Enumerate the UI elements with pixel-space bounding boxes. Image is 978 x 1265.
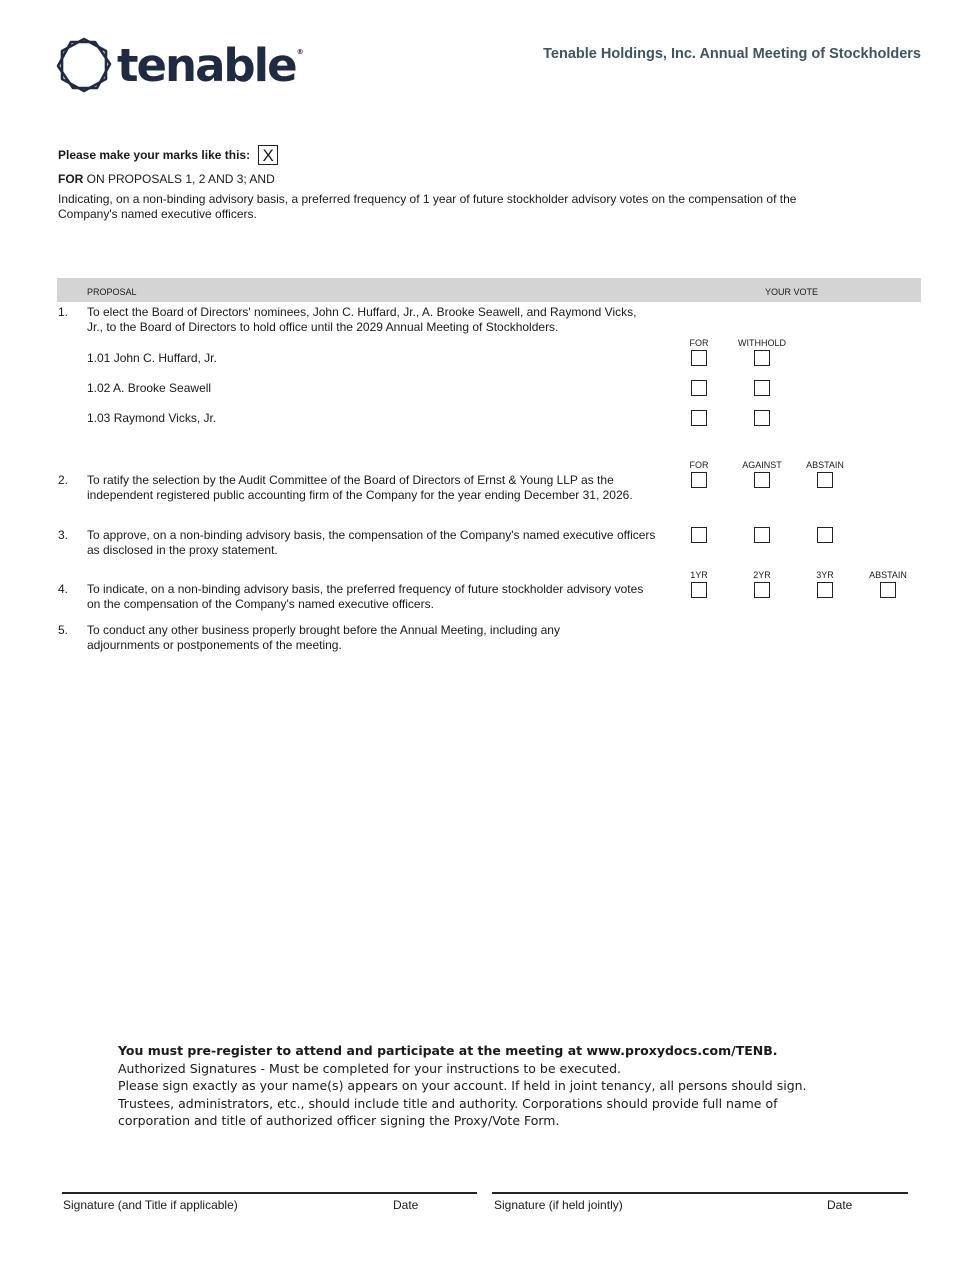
date-1-label: Date: [393, 1198, 419, 1212]
proposal-table-header: [57, 278, 921, 302]
p1-withhold-header: WITHHOLD: [738, 338, 786, 348]
proposal-3-number: 3.: [58, 528, 69, 542]
recommendation-line: [58, 172, 275, 187]
marks-label: Please make your marks like this:: [58, 148, 251, 162]
proposal-3-against-checkbox[interactable]: [754, 527, 770, 543]
signature-1-label: Signature (and Title if applicable): [63, 1198, 238, 1212]
tenable-logo: [55, 36, 302, 94]
p1-for-header: FOR: [689, 338, 709, 348]
authorized-signatures-text: Authorized Signatures - Must be completed for your instructions to be executed.: [118, 1060, 621, 1076]
nominee-1-withhold-checkbox[interactable]: [754, 350, 770, 366]
proposal-4-abstain-checkbox[interactable]: [880, 582, 896, 598]
p4-2yr-header: 2YR: [753, 570, 771, 580]
recommendation-for: FOR: [58, 172, 84, 186]
p2-abstain-header: ABSTAIN: [806, 460, 844, 470]
signature-line-2[interactable]: [492, 1192, 908, 1194]
logo-wordmark: tenable®: [117, 38, 302, 92]
nominee-1-label: 1.01 John C. Huffard, Jr.: [87, 351, 217, 365]
p4-3yr-header: 3YR: [816, 570, 834, 580]
proposal-3-text: To approve, on a non-binding advisory basis, the compensation of the Company's named executive officers as disclosed in the proxy statement.: [87, 528, 656, 557]
nominee-3-label: 1.03 Raymond Vicks, Jr.: [87, 411, 217, 425]
nominee-3-withhold-checkbox[interactable]: [754, 410, 770, 426]
sample-mark: X: [262, 145, 274, 165]
p4-1yr-header: 1YR: [690, 570, 708, 580]
proposal-4-3yr-checkbox[interactable]: [817, 582, 833, 598]
proposal-4-number: 4.: [58, 582, 69, 596]
nominee-2-withhold-checkbox[interactable]: [754, 380, 770, 396]
proposal-column-header: PROPOSAL: [87, 287, 137, 297]
proposal-1-text: To elect the Board of Directors' nominees, John C. Huffard, Jr., A. Brooke Seawell, and Raymond Vicks, Jr., to the Board of Directors to hold office until the 2029 Annual Meeting of Stockholders.: [87, 305, 637, 334]
nominee-3-for-checkbox[interactable]: [691, 410, 707, 426]
your-vote-column-header: YOUR VOTE: [765, 287, 819, 297]
proposal-2-text: To ratify the selection by the Audit Committee of the Board of Directors of Ernst & Young LLP as the independent registered public accounting firm of the Company for the year ending December 31, 2026.: [87, 473, 633, 502]
nominee-2-label: 1.02 A. Brooke Seawell: [87, 381, 212, 395]
proposal-4-2yr-checkbox[interactable]: [754, 582, 770, 598]
proposal-3-abstain-checkbox[interactable]: [817, 527, 833, 543]
proposal-2-number: 2.: [58, 473, 69, 487]
frequency-recommendation: Indicating, on a non-binding advisory basis, a preferred frequency of 1 year of future stockholder advisory votes on the compensation of the Company's named executive officers.: [58, 192, 797, 221]
document-title: Tenable Holdings, Inc. Annual Meeting of Stockholders: [543, 46, 921, 62]
sample-mark-box: [258, 145, 278, 165]
signature-2-label: Signature (if held jointly): [494, 1198, 623, 1212]
nominee-2-for-checkbox[interactable]: [691, 380, 707, 396]
marks-instruction: [58, 145, 278, 165]
p2-against-header: AGAINST: [742, 460, 782, 470]
signature-notice: [118, 1042, 848, 1130]
tenable-hexagon-icon: [55, 36, 113, 94]
proposal-4-text: To indicate, on a non-binding advisory basis, the preferred frequency of future stockholder advisory votes on the compensation of the Company's named executive officers.: [87, 582, 644, 611]
proposal-3-for-checkbox[interactable]: [691, 527, 707, 543]
sign-instructions-text: Please sign exactly as your name(s) appears on your account. If held in joint tenancy, all persons should sign. Trustees, administrators, etc., should include title and authority. Corporations should provide full name of corporation and title of authorized officer signing the Proxy/Vote Form.: [118, 1078, 807, 1128]
signature-line-1[interactable]: [62, 1192, 477, 1194]
nominee-1-for-checkbox[interactable]: [691, 350, 707, 366]
proposal-2-for-checkbox[interactable]: [691, 472, 707, 488]
proposal-1-number: 1.: [58, 305, 69, 319]
proposal-2-against-checkbox[interactable]: [754, 472, 770, 488]
proposal-5-text: To conduct any other business properly brought before the Annual Meeting, including any adjournments or postponements of the meeting.: [87, 623, 560, 652]
date-2-label: Date: [827, 1198, 853, 1212]
preregister-notice: You must pre-register to attend and participate at the meeting at www.proxydocs.com/TENB.: [118, 1043, 778, 1058]
proposal-5-number: 5.: [58, 623, 69, 637]
p2-for-header: FOR: [689, 460, 709, 470]
proposal-2-abstain-checkbox[interactable]: [817, 472, 833, 488]
proposal-4-1yr-checkbox[interactable]: [691, 582, 707, 598]
recommendation-proposals: ON PROPOSALS 1, 2 AND 3; AND: [83, 172, 275, 186]
p4-abstain-header: ABSTAIN: [869, 570, 907, 580]
